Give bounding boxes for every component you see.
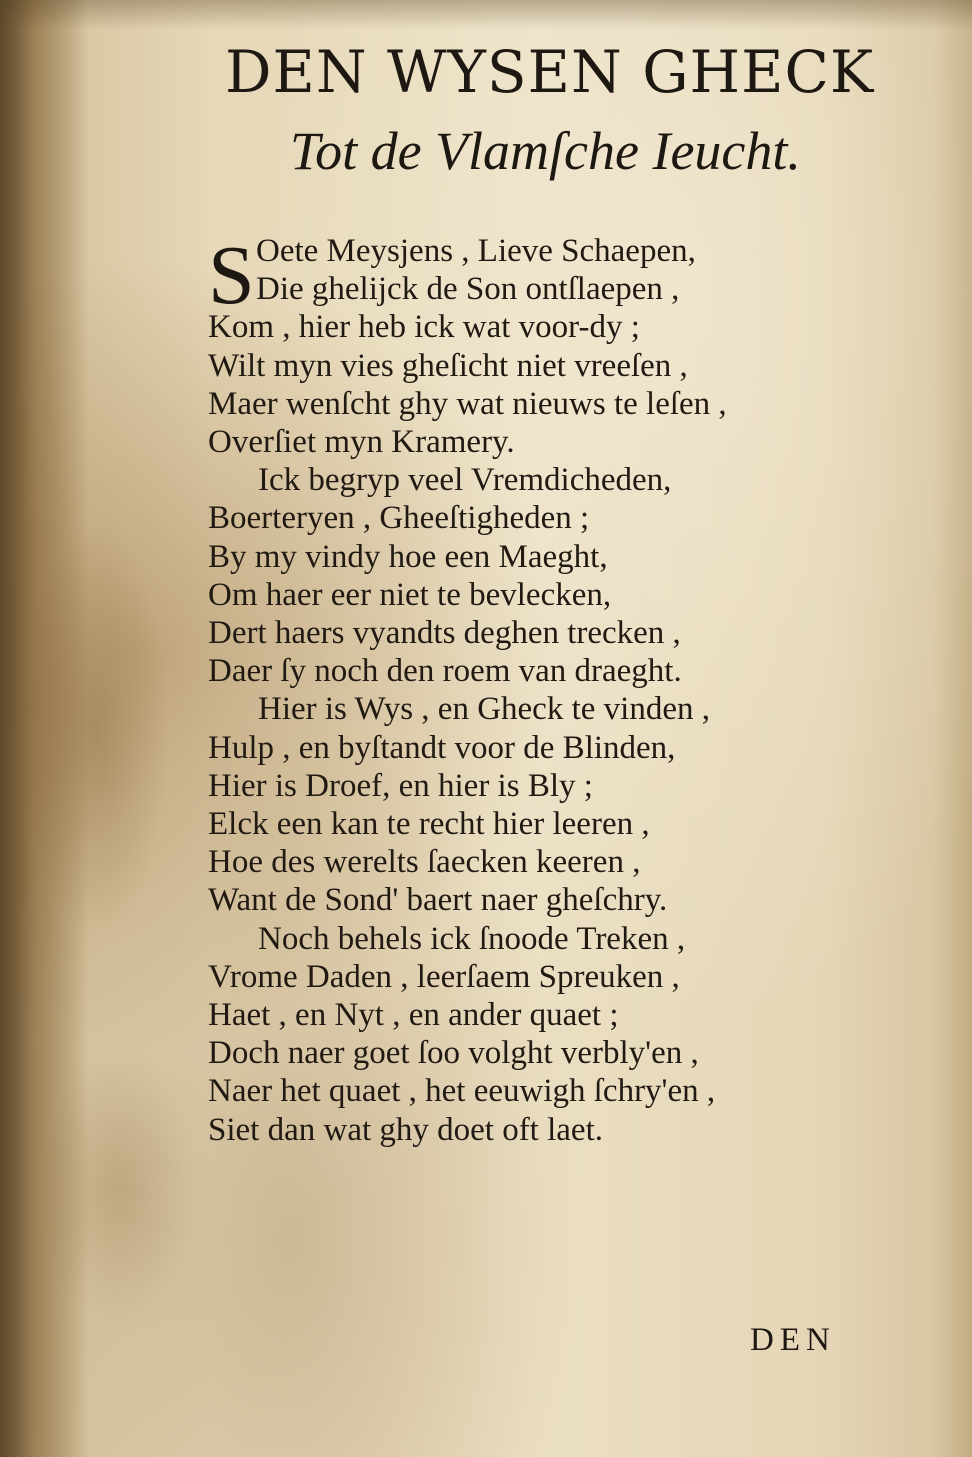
verse-line: Maer wenſcht ghy wat nieuws te leſen , [208,385,727,422]
page-title: DEN WYSEN GHECK [225,38,875,106]
verse-line: Dert haers vyandts deghen trecken , [208,615,681,652]
verse-line: Oete Meysjens , Lieve Schaepen, [256,233,696,269]
verse-line: Overſiet myn Kramery. [208,424,515,461]
verse-line: Naer het quaet , het eeuwigh ſchry'en , [208,1073,716,1110]
verse-line: Siet dan wat ghy doet oft laet. [208,1111,603,1148]
verse-line: Hoe des werelts ſaecken keeren , [208,844,641,881]
verse-line: Noch behels ick ſnoode Treken , [258,920,686,957]
age-stain [20,520,170,940]
verse-line: By my vindy hoe een Maeght, [208,538,608,575]
verse-line: Hulp , en byſtandt voor de Blinden, [208,729,676,766]
verse-line: Hier is Wys , en Gheck te vinden , [258,691,710,728]
verse-line: Die ghelijck de Son ontſlaepen , [256,271,680,308]
verse-line: Vrome Daden , leerſaem Spreuken , [208,958,680,995]
verse-line: Ick begryp veel Vremdicheden, [258,462,672,499]
verse-line: Haet , en Nyt , en ander quaet ; [208,997,619,1034]
verse-line: Doch naer goet ſoo volght verbly'en , [208,1035,699,1072]
drop-cap: S [208,229,255,322]
verse-line: Kom , hier heb ick wat voor-dy ; [208,309,640,346]
poem [208,229,848,1149]
verse-line: Wilt myn vies gheſicht niet vreeſen , [208,347,688,384]
verse-line: Boerteryen , Gheeſtigheden ; [208,500,590,537]
catchword: DEN [750,1322,836,1358]
verse-line: Want de Sond' baert naer gheſchry. [208,882,668,919]
verse-line: Hier is Droef, en hier is Bly ; [208,767,593,804]
verse-line: Daer ſy noch den roem van draeght. [208,653,682,690]
age-stain [40,1050,200,1330]
page-subtitle: Tot de Vlamſche Ieucht. [290,121,801,181]
verse-line: Om haer eer niet te bevlecken, [208,576,612,613]
verse-line: Elck een kan te recht hier leeren , [208,806,650,843]
